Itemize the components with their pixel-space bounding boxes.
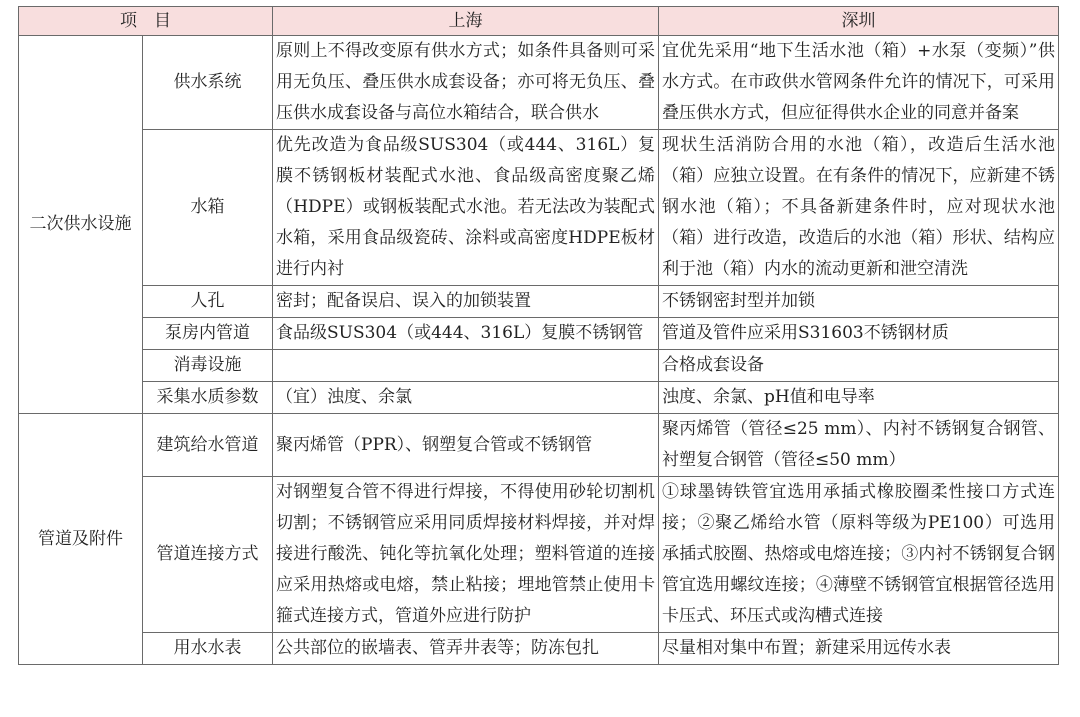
shenzhen-cell: ①球墨铸铁管宜选用承插式橡胶圈柔性接口方式连接；②聚乙烯给水管（原料等级为PE100）可选用承插式胶圈、热熔或电熔连接；③内衬不锈钢复合钢管宜选用螺纹连接；④薄壁不锈钢管宜根据管径选用卡压式、环压式或沟槽式连接 [659, 477, 1059, 633]
shenzhen-cell: 宜优先采用“地下生活水池（箱）+水泵（变频）”供水方式。在市政供水管网条件允许的情况下，可采用叠压供水方式，但应征得供水企业的同意并备案 [659, 36, 1059, 130]
table-row [19, 414, 1059, 477]
shenzhen-cell: 聚丙烯管（管径≤25 mm）、内衬不锈钢复合钢管、衬塑复合钢管（管径≤50 mm） [659, 414, 1059, 477]
item-cell: 建筑给水管道 [143, 414, 273, 477]
table-row [19, 130, 1059, 286]
shenzhen-cell: 不锈钢密封型并加锁 [659, 286, 1059, 318]
shanghai-cell: 聚丙烯管（PPR）、钢塑复合管或不锈钢管 [273, 414, 659, 477]
item-cell: 泵房内管道 [143, 318, 273, 350]
table-row [19, 382, 1059, 414]
shanghai-cell: 原则上不得改变原有供水方式；如条件具备则可采用无负压、叠压供水成套设备；亦可将无负压、叠压供水成套设备与高位水箱结合，联合供水 [273, 36, 659, 130]
category-cell: 二次供水设施 [19, 36, 143, 414]
shanghai-cell [273, 350, 659, 382]
table-row [19, 477, 1059, 633]
table-row [19, 318, 1059, 350]
shanghai-cell: 公共部位的嵌墙表、管弄井表等；防冻包扎 [273, 633, 659, 665]
comparison-table [18, 6, 1059, 665]
shanghai-cell: 密封；配备误启、误入的加锁装置 [273, 286, 659, 318]
table-row [19, 350, 1059, 382]
table-row [19, 286, 1059, 318]
header-row [19, 7, 1059, 36]
item-cell: 消毒设施 [143, 350, 273, 382]
shanghai-cell: 食品级SUS304（或444、316L）复膜不锈钢管 [273, 318, 659, 350]
shanghai-cell: 对钢塑复合管不得进行焊接，不得使用砂轮切割机切割；不锈钢管应采用同质焊接材料焊接，并对焊接进行酸洗、钝化等抗氧化处理；塑料管道的连接应采用热熔或电熔，禁止粘接；埋地管禁止使用卡箍式连接方式，管道外应进行防护 [273, 477, 659, 633]
shenzhen-cell: 管道及管件应采用S31603不锈钢材质 [659, 318, 1059, 350]
header-item: 项 目 [19, 7, 273, 36]
table-row [19, 633, 1059, 665]
shanghai-cell: 优先改造为食品级SUS304（或444、316L）复膜不锈钢板材装配式水池、食品级高密度聚乙烯（HDPE）或钢板装配式水池。若无法改为装配式水箱，采用食品级瓷砖、涂料或高密度HDPE板材进行内衬 [273, 130, 659, 286]
item-cell: 水箱 [143, 130, 273, 286]
item-cell: 管道连接方式 [143, 477, 273, 633]
header-shanghai: 上海 [273, 7, 659, 36]
shenzhen-cell: 浊度、余氯、pH值和电导率 [659, 382, 1059, 414]
item-cell: 用水水表 [143, 633, 273, 665]
shenzhen-cell: 现状生活消防合用的水池（箱），改造后生活水池（箱）应独立设置。在有条件的情况下，应新建不锈钢水池（箱）；不具备新建条件时，应对现状水池（箱）进行改造，改造后的水池（箱）形状、结构应利于池（箱）内水的流动更新和泄空清洗 [659, 130, 1059, 286]
shenzhen-cell: 尽量相对集中布置；新建采用远传水表 [659, 633, 1059, 665]
shenzhen-cell: 合格成套设备 [659, 350, 1059, 382]
item-cell: 采集水质参数 [143, 382, 273, 414]
item-cell: 供水系统 [143, 36, 273, 130]
header-shenzhen: 深圳 [659, 7, 1059, 36]
table-row [19, 36, 1059, 130]
category-cell: 管道及附件 [19, 414, 143, 665]
item-cell: 人孔 [143, 286, 273, 318]
shanghai-cell: （宜）浊度、余氯 [273, 382, 659, 414]
